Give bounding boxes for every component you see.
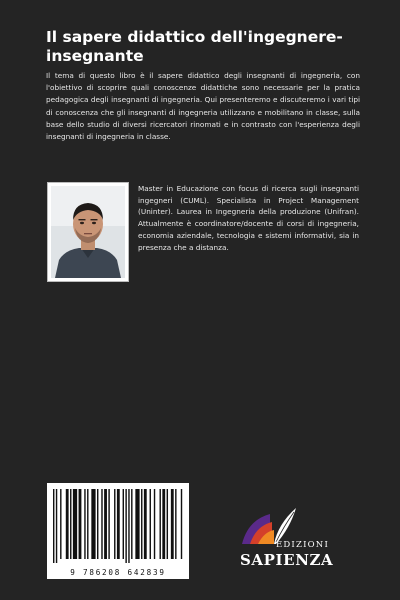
book-title: Il sapere didattico dell'ingegnere-insegnante [46,28,343,65]
barcode-bar [91,489,95,559]
barcode-bar [175,489,176,559]
author-bio: Master in Educazione con focus di ricerca sugli insegnanti ingegneri (CUML). Specialista in Project Management (Uninter). Laurea in Ingegneria della produzione (Unifran). Attualmente è coordinatore/docente di corsi di ingegneria, economia aziendale, tecnologia e sistemi informativi, sia in presenza che a distanza. [138,184,359,252]
barcode-bar [131,489,132,559]
barcode-bar [154,489,155,559]
barcode-bar [128,489,129,563]
isbn-barcode [47,483,189,579]
publisher-logo [236,506,346,570]
barcode-bar [171,489,174,559]
barcode-bar [167,489,168,559]
barcode-bar [150,489,151,559]
barcode-bar [108,489,109,559]
barcode-bar [84,489,85,559]
barcode-bar [162,489,165,559]
barcode-bar [144,489,147,559]
barcode-bar [104,489,107,559]
barcode-bar [135,489,139,559]
author-photo [47,182,129,282]
isbn-number: 9 786208 642839 [70,568,166,577]
barcode-bar [181,489,182,559]
book-description: Il tema di questo libro è il sapere didattico degli insegnanti di ingegneria, con l'obiettivo di scoprire quali conoscenze didattiche sono necessarie per la pratica pedagogica degli insegnanti di ingegneria. Qui presenteremo e discuteremo i vari tipi di conoscenza che gli insegnanti di ingegneria utilizzano e mobilitano in classe, sulla base dello studio di diversi ricercatori rinomati e in contrasto con l'esperienza degli insegnanti di ingegneria in classe. [46,71,360,142]
publisher-line1: EDIZIONI [276,540,330,550]
author-portrait-icon [51,186,125,278]
barcode-bar [123,489,124,559]
barcode-bar [56,489,57,563]
barcode-bar [97,489,98,559]
barcode-bar [87,489,88,559]
barcode-bar [125,489,126,563]
barcode-bar [79,489,82,559]
barcode-bars [51,489,185,563]
barcode-bar [117,489,120,559]
publisher-line2: SAPIENZA [240,551,334,569]
barcode-bar [101,489,102,559]
barcode-bar [70,489,71,559]
barcode-bar [66,489,69,559]
barcode-bar [114,489,115,559]
barcode-bar [160,489,161,559]
barcode-bar [53,489,54,563]
barcode-bar [141,489,142,559]
barcode-bar [60,489,61,559]
barcode-bar [73,489,77,559]
